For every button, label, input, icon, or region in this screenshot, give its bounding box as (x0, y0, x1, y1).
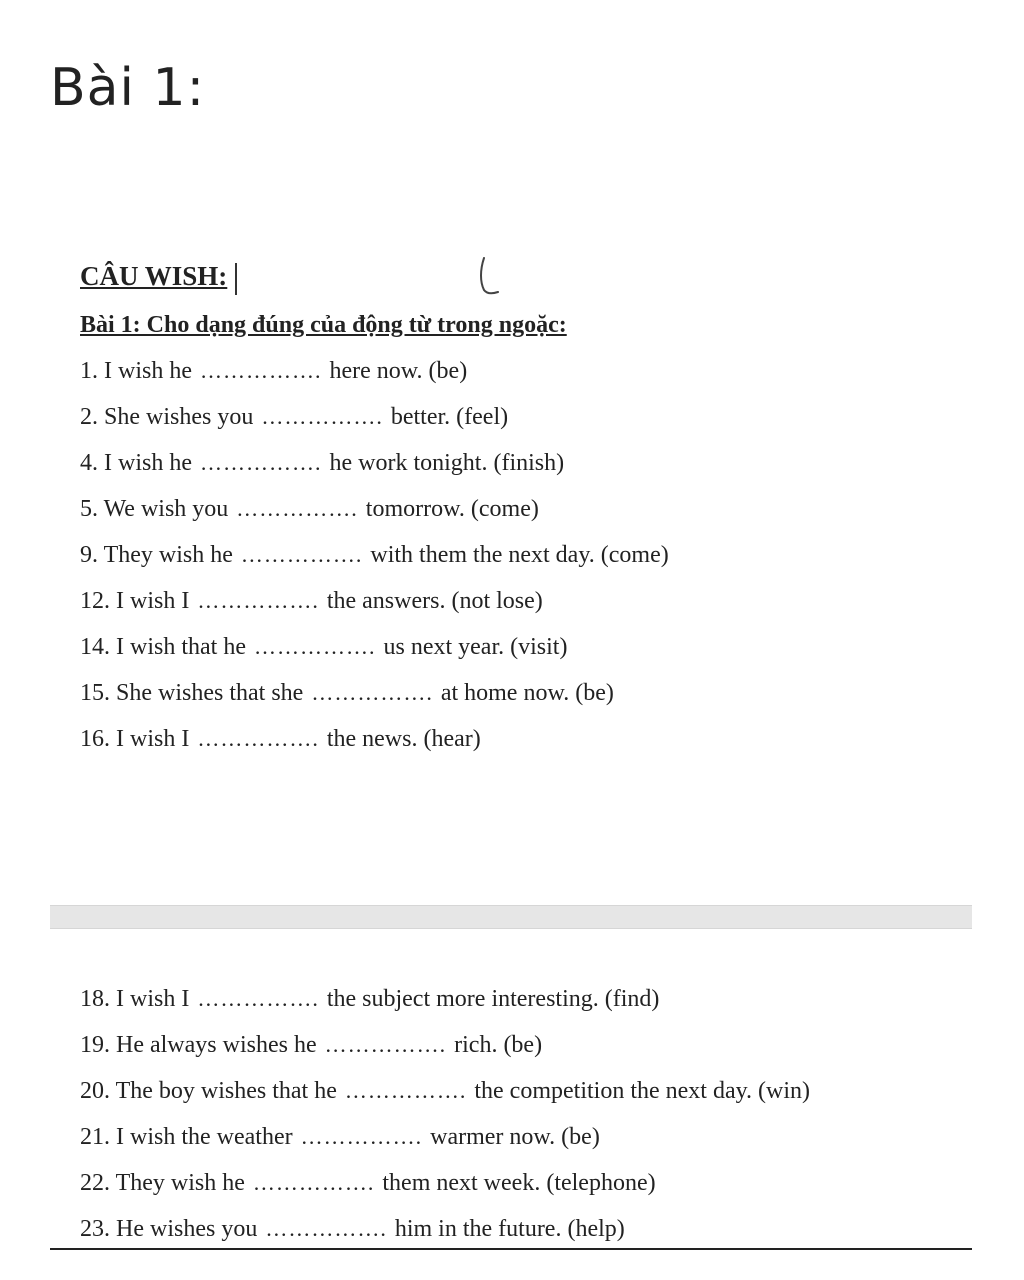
item-continuation: rich. (be) (454, 1032, 543, 1058)
exercise-item (80, 1114, 980, 1160)
item-prompt: 14. I wish that he (80, 634, 246, 660)
pen-stroke-mark (478, 256, 502, 296)
item-continuation: the subject more interesting. (find) (326, 986, 660, 1012)
item-continuation: with them the next day. (come) (370, 542, 669, 568)
item-continuation: them next week. (telephone) (382, 1170, 656, 1196)
exercise-item (80, 976, 980, 1022)
exercise-item (80, 440, 960, 486)
answer-blank[interactable]: ……………. (240, 542, 363, 567)
exercise-item (80, 670, 960, 716)
item-prompt: 21. I wish the weather (80, 1124, 293, 1150)
item-prompt: 16. I wish I (80, 726, 190, 752)
exercise-item (80, 348, 960, 394)
exercise-item (80, 1068, 980, 1114)
exercise-title: Bài 1: Cho dạng đúng của động từ trong ngoặc: (80, 312, 567, 338)
answer-blank[interactable]: ……………. (197, 986, 319, 1011)
exercise-item (80, 1206, 980, 1252)
item-prompt: 15. She wishes that she (80, 680, 304, 706)
item-continuation: tomorrow. (come) (365, 496, 539, 522)
item-continuation: him in the future. (help) (394, 1216, 625, 1242)
item-prompt: 12. I wish I (80, 588, 190, 614)
answer-blank[interactable]: ……………. (344, 1078, 467, 1103)
item-continuation: he work tonight. (finish) (329, 450, 565, 476)
answer-blank[interactable]: ……………. (300, 1124, 423, 1149)
item-prompt: 19. He always wishes he (80, 1032, 317, 1058)
exercise-item (80, 1160, 980, 1206)
worksheet-top (80, 250, 960, 762)
answer-blank[interactable]: ……………. (199, 450, 322, 475)
worksheet-bottom (80, 976, 980, 1252)
item-prompt: 20. The boy wishes that he (80, 1078, 337, 1104)
exercise-list-bottom (80, 976, 980, 1252)
page-divider (50, 905, 972, 929)
item-continuation: us next year. (visit) (383, 634, 568, 660)
section-title-text: CÂU WISH: (80, 261, 228, 291)
bottom-rule (50, 1248, 972, 1250)
exercise-item (80, 1022, 980, 1068)
item-continuation: the competition the next day. (win) (474, 1078, 811, 1104)
page-heading: Bài 1: (50, 58, 206, 118)
answer-blank[interactable]: ……………. (197, 726, 319, 751)
item-prompt: 2. She wishes you (80, 404, 254, 430)
item-prompt: 1. I wish he (80, 358, 192, 384)
item-prompt: 9. They wish he (80, 542, 233, 568)
item-continuation: warmer now. (be) (430, 1124, 600, 1150)
exercise-item (80, 486, 960, 532)
item-prompt: 23. He wishes you (80, 1216, 258, 1242)
exercise-item (80, 394, 960, 440)
item-continuation: better. (feel) (390, 404, 509, 430)
answer-blank[interactable]: ……………. (197, 588, 319, 613)
section-title (80, 250, 960, 302)
exercise-item (80, 624, 960, 670)
answer-blank[interactable]: ……………. (252, 1170, 375, 1195)
answer-blank[interactable]: ……………. (265, 1216, 387, 1241)
exercise-item (80, 578, 960, 624)
item-continuation: here now. (be) (329, 358, 468, 384)
item-continuation: the answers. (not lose) (326, 588, 543, 614)
item-prompt: 18. I wish I (80, 986, 190, 1012)
text-cursor (235, 263, 237, 295)
item-continuation: at home now. (be) (440, 680, 614, 706)
answer-blank[interactable]: ……………. (253, 634, 376, 659)
item-prompt: 5. We wish you (80, 496, 229, 522)
answer-blank[interactable]: ……………. (311, 680, 433, 705)
answer-blank[interactable]: ……………. (324, 1032, 447, 1057)
item-continuation: the news. (hear) (326, 726, 481, 752)
item-prompt: 22. They wish he (80, 1170, 245, 1196)
exercise-item (80, 532, 960, 578)
item-prompt: 4. I wish he (80, 450, 192, 476)
answer-blank[interactable]: ……………. (199, 358, 322, 383)
exercise-list-top (80, 348, 960, 762)
answer-blank[interactable]: ……………. (236, 496, 358, 521)
answer-blank[interactable]: ……………. (261, 404, 383, 429)
exercise-item (80, 716, 960, 762)
